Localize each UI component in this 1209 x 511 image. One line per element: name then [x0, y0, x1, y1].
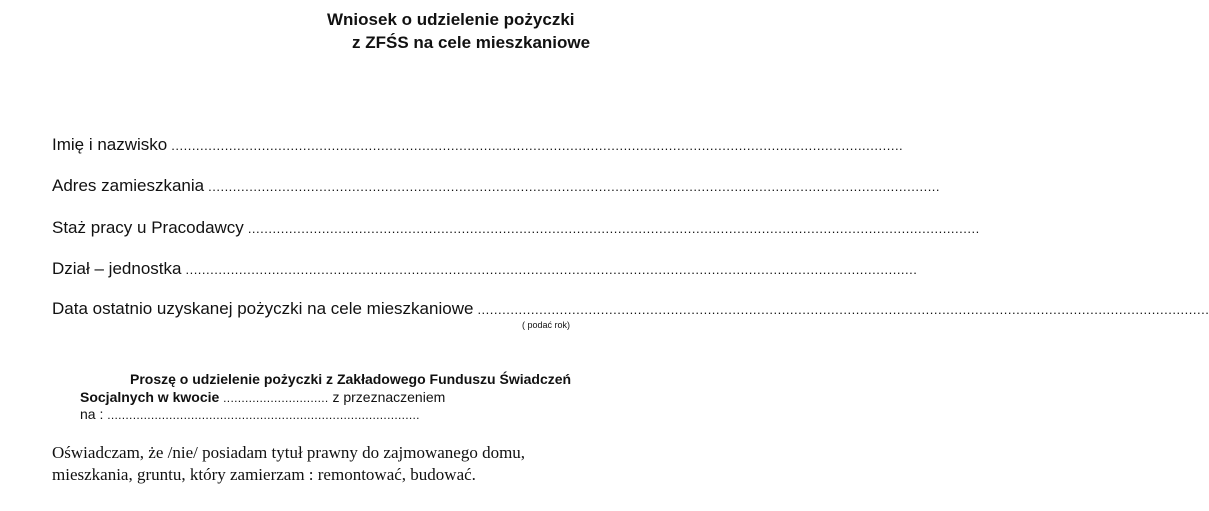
last-loan-dotted-line: .................................................................................................................................................................................. — [477, 302, 1209, 317]
request-line3[interactable] — [80, 405, 420, 424]
address-label: Adres zamieszkania — [52, 176, 205, 195]
statement-line1: Oświadczam, że /nie/ posiadam tytuł prawny do zajmowanego domu, — [52, 443, 526, 462]
department-field[interactable] — [52, 259, 918, 280]
purpose-label: z przeznaczeniem — [332, 389, 446, 405]
name-label: Imię i nazwisko — [52, 135, 168, 154]
last-loan-field[interactable] — [52, 299, 1209, 320]
address-field[interactable] — [52, 176, 941, 197]
name-field[interactable] — [52, 135, 904, 156]
amount-dotted-line: ............................. — [223, 391, 329, 405]
purpose-na-label: na : — [80, 406, 104, 422]
request-line1: Proszę o udzielenie pożyczki z Zakładowego Funduszu Świadczeń — [130, 371, 572, 387]
address-dotted-line: .................................................................................................................................................................................. — [208, 179, 941, 194]
last-loan-label: Data ostatnio uzyskanej pożyczki na cele mieszkaniowe — [52, 299, 474, 318]
name-dotted-line: .................................................................................................................................................................................. — [171, 138, 904, 153]
seniority-dotted-line: .................................................................................................................................................................................. — [247, 221, 980, 236]
department-dotted-line: .................................................................................................................................................................................. — [185, 262, 918, 277]
amount-label: Socjalnych w kwocie — [80, 389, 220, 405]
form-title-line2: z ZFŚS na cele mieszkaniowe — [352, 33, 591, 52]
statement-line2: mieszkania, gruntu, który zamierzam : remontować, budować. — [52, 465, 476, 484]
purpose-dotted-line: ...................................................................................... — [107, 408, 420, 422]
seniority-field[interactable] — [52, 218, 980, 239]
department-label: Dział – jednostka — [52, 259, 182, 278]
seniority-label: Staż pracy u Pracodawcy — [52, 218, 244, 237]
last-loan-hint: ( podać rok) — [522, 320, 571, 330]
form-title-line1: Wniosek o udzielenie pożyczki — [327, 10, 575, 29]
